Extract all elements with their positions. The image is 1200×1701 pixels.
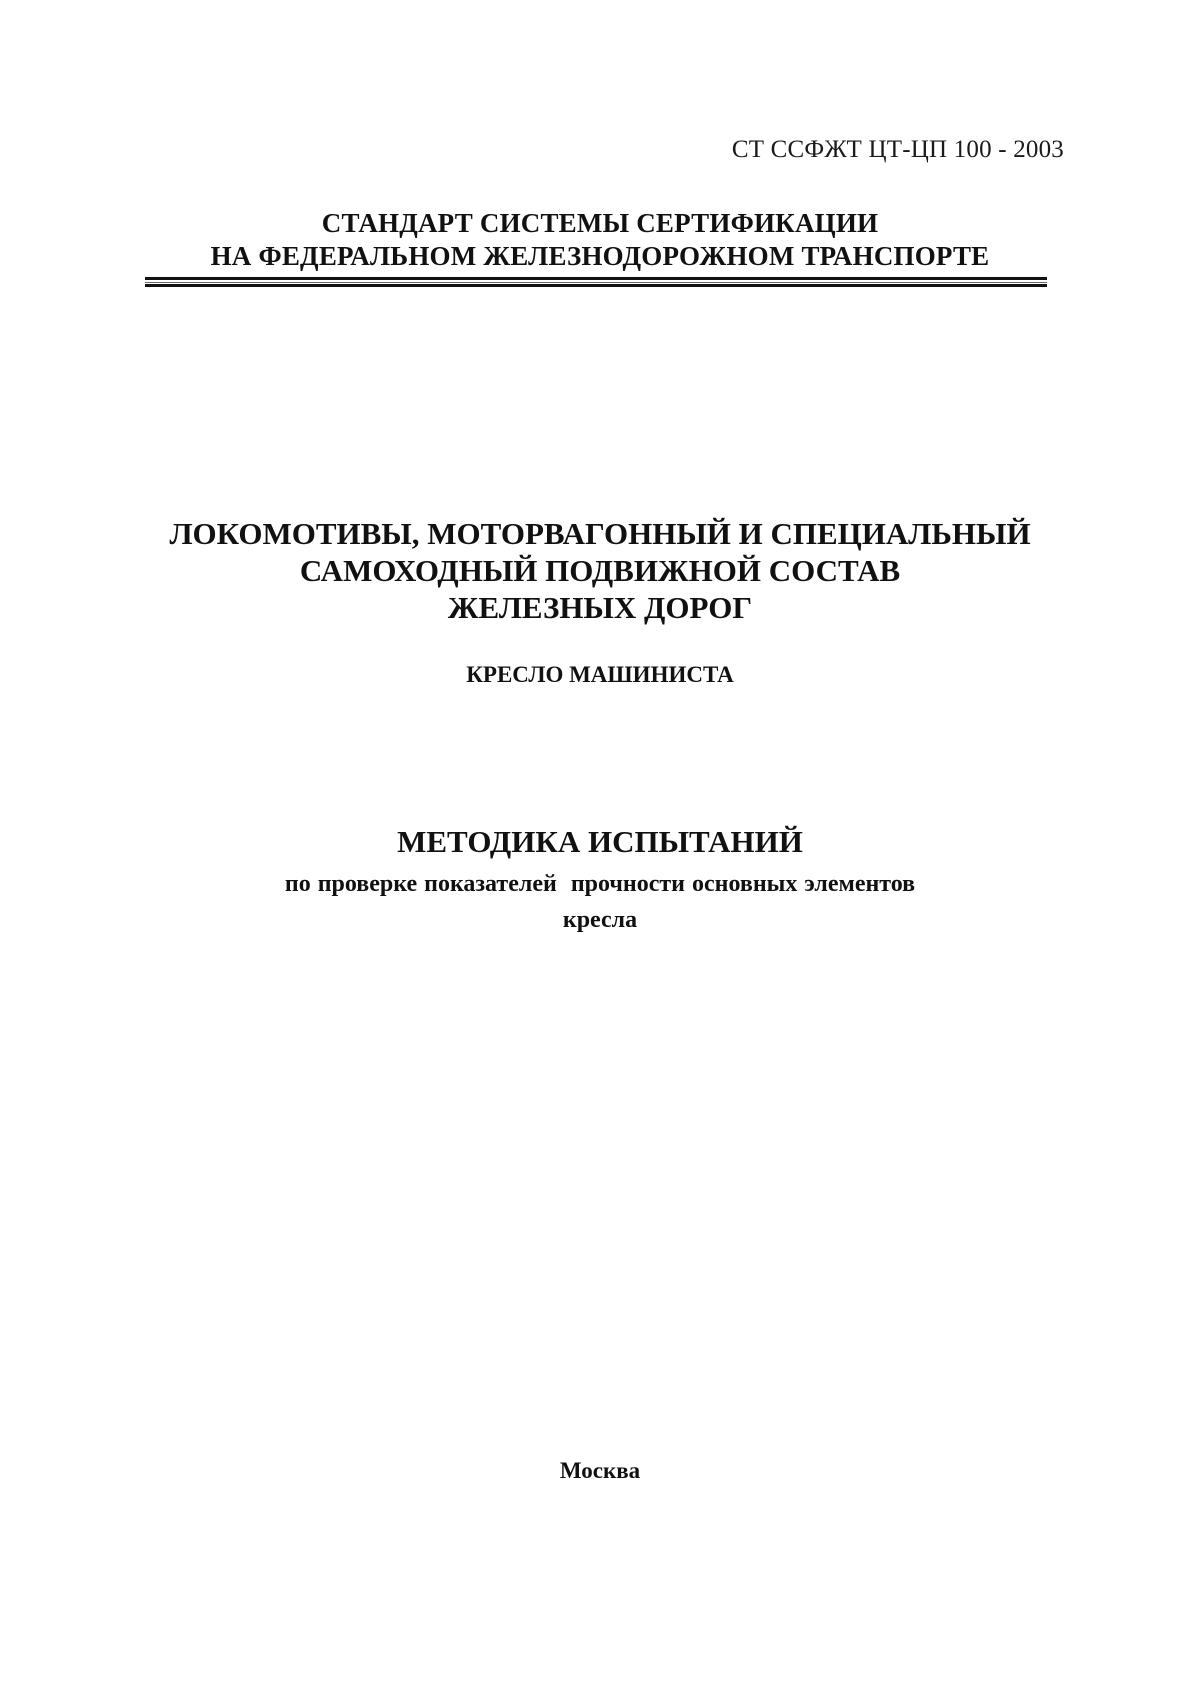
standard-header-line-1: СТАНДАРТ СИСТЕМЫ СЕРТИФИКАЦИИ xyxy=(321,208,879,238)
main-title xyxy=(0,515,1200,626)
document-code: СТ ССФЖТ ЦТ-ЦП 100 - 2003 xyxy=(731,136,1064,163)
method-subtitle xyxy=(0,866,1200,938)
rule-thin-middle xyxy=(145,282,1047,283)
double-rule-divider xyxy=(145,277,1047,287)
rule-thick-bottom xyxy=(145,284,1047,287)
main-title-line-1: ЛОКОМОТИВЫ, МОТОРВАГОННЫЙ И СПЕЦИАЛЬНЫЙ xyxy=(169,516,1031,551)
method-title: МЕТОДИКА ИСПЫТАНИЙ xyxy=(397,824,803,859)
method-subtitle-line-1: по проверке показателей прочности основных элементов xyxy=(284,871,916,897)
publication-city: Москва xyxy=(559,1458,641,1483)
rule-thick-top xyxy=(145,277,1047,280)
standard-header-line-2: НА ФЕДЕРАЛЬНОМ ЖЕЛЕЗНОДОРОЖНОМ ТРАНСПОРТЕ xyxy=(210,241,990,271)
subject-title: КРЕСЛО МАШИНИСТА xyxy=(466,662,734,687)
method-subtitle-line-2: кресла xyxy=(562,907,638,933)
standard-header xyxy=(0,207,1200,273)
main-title-line-3: ЖЕЛЕЗНЫХ ДОРОГ xyxy=(447,590,753,625)
main-title-line-2: САМОХОДНЫЙ ПОДВИЖНОЙ СОСТАВ xyxy=(299,553,901,588)
